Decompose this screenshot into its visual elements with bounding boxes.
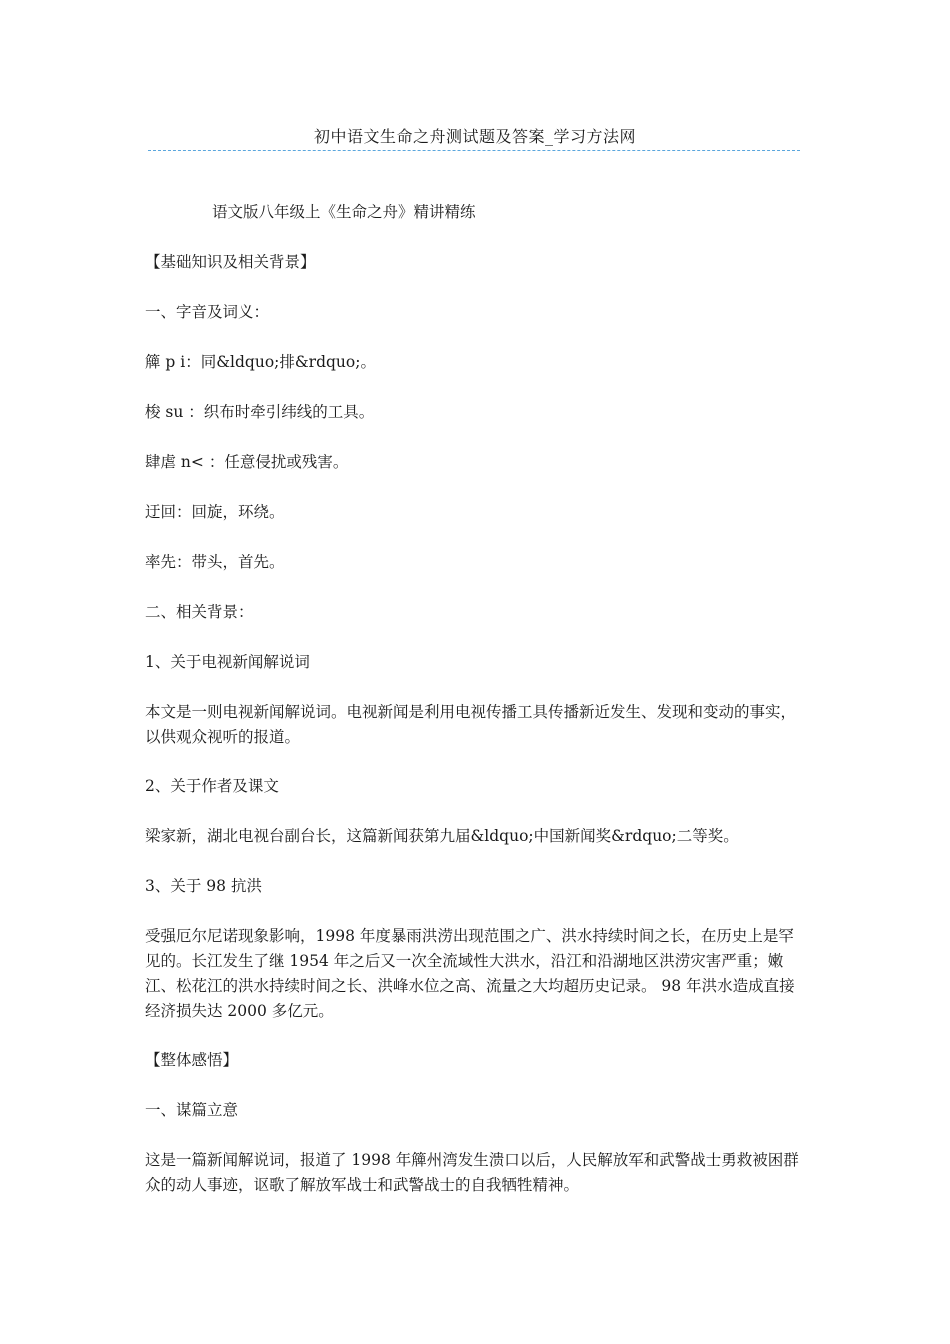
subheading-flood: 3、关于 98 抗洪 (145, 877, 262, 895)
subheading-background: 二、相关背景： (145, 603, 254, 621)
subheading-tv-news: 1、关于电视新闻解说词 (145, 653, 310, 671)
subheading-pronunciation: 一、字音及词义： (145, 303, 270, 321)
document-title: 初中语文生命之舟测试题及答案_学习方法网 (313, 127, 636, 146)
vocab-item: 梭 su ：织布时牵引纬线的工具。 (145, 403, 375, 421)
paragraph-tv-news: 本文是一则电视新闻解说词。电视新闻是利用电视传播工具传播新近发生、发现和变动的事实，以供观众视听的报道。 (145, 703, 797, 746)
vocab-item: 肆虐 n< ：任意侵扰或残害。 (145, 453, 349, 471)
section-heading-basics: 【基础知识及相关背景】 (145, 253, 316, 271)
paragraph-flood: 受强厄尔尼诺现象影响，1998 年度暴雨洪涝出现范围之广、洪水持续时间之长，在历史上是罕见的。长江发生了继 1954 年之后又一次全流域性大洪水，沿江和沿湖地区洪涝灾害严重；嫩江、松花江的洪水持续时间之长、洪峰水位之高、流量之大均超历史记录。 98 年洪水造成直接经济损失达 2000 多亿元。 (145, 927, 795, 1020)
subheading-intent: 一、谋篇立意 (145, 1101, 239, 1119)
vocab-item: 迂回：回旋，环绕。 (145, 503, 285, 521)
section-heading-overall: 【整体感悟】 (145, 1051, 239, 1069)
vocab-item: 簰 p i：同&ldquo;排&rdquo;。 (145, 353, 376, 371)
title-divider (148, 150, 800, 151)
document-subtitle: 语文版八年级上《生命之舟》精讲精练 (212, 203, 476, 221)
vocab-item: 率先：带头，首先。 (145, 553, 285, 571)
paragraph-intent: 这是一篇新闻解说词，报道了 1998 年簰州湾发生溃口以后，人民解放军和武警战士勇救被困群众的动人事迹，讴歌了解放军战士和武警战士的自我牺牲精神。 (145, 1151, 799, 1194)
subheading-author: 2、关于作者及课文 (145, 777, 279, 795)
paragraph-author: 梁家新，湖北电视台副台长，这篇新闻获第九届&ldquo;中国新闻奖&rdquo;二等奖。 (145, 827, 739, 845)
